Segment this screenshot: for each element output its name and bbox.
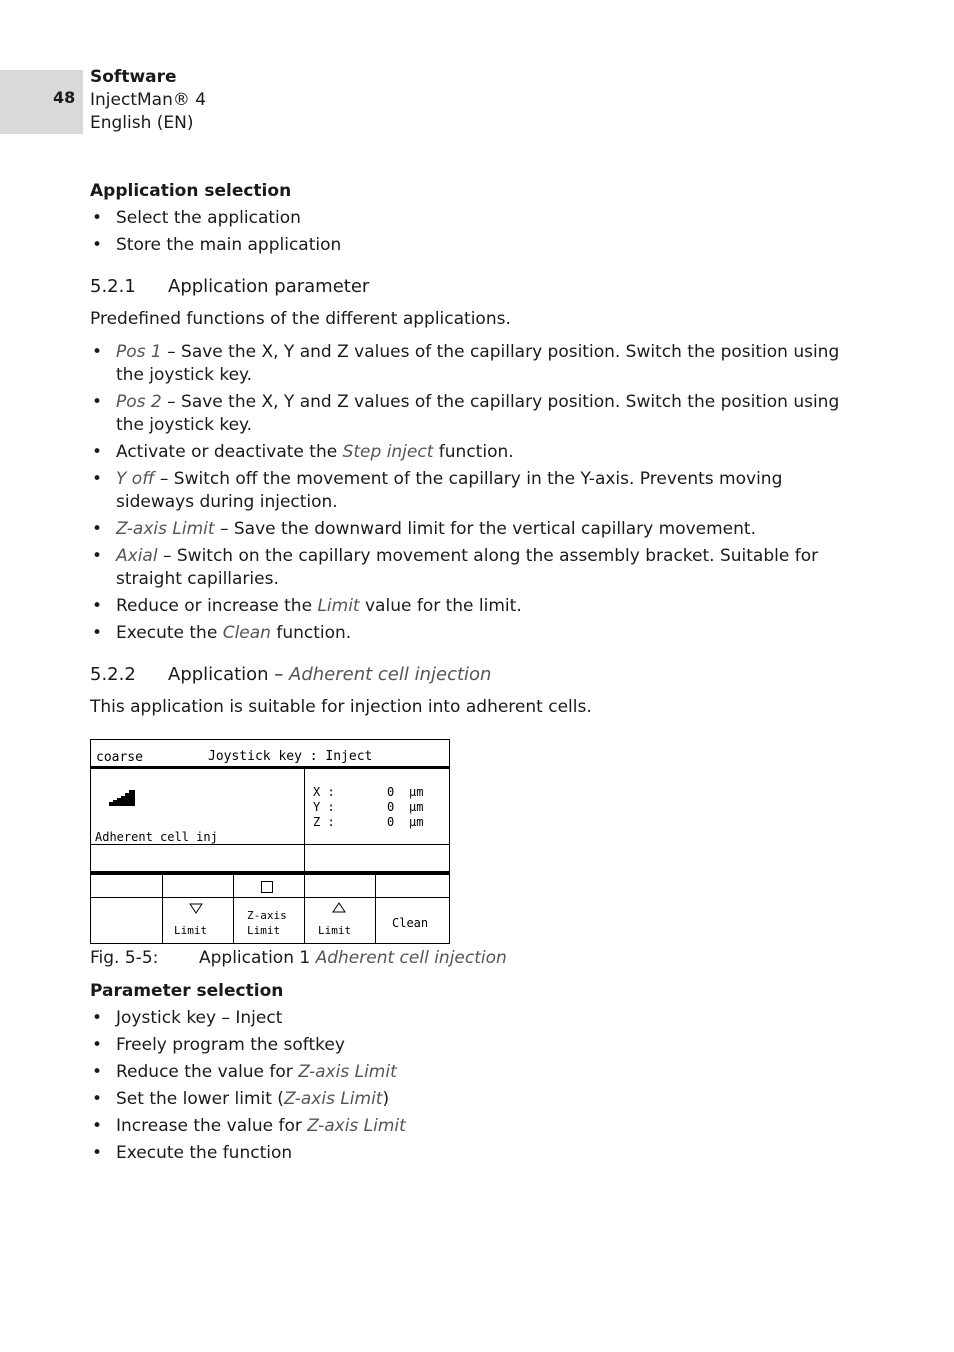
list-item: • Axial – Switch on the capillary movement along the assembly bracket. Suitable for straight capillaries.: [90, 545, 860, 591]
lcd-mode: coarse: [96, 750, 143, 765]
softkey-clean: Clean: [392, 916, 429, 930]
triangle-down-icon: [189, 903, 203, 914]
figure-caption: Fig. 5-5: Application 1 Adherent cell injection: [90, 948, 507, 968]
lcd-screen-figure: [90, 739, 450, 944]
list-item: • Select the application: [90, 207, 860, 230]
app-selection-heading: Application selection: [90, 181, 292, 201]
term: Step inject: [342, 442, 434, 462]
list-item: • Activate or deactivate the Step inject function.: [90, 441, 860, 464]
parameter-list: [90, 341, 860, 645]
triangle-up-icon: [332, 902, 346, 913]
term: Y off: [116, 469, 155, 489]
header-product: InjectMan® 4: [90, 90, 207, 110]
list-item: • Reduce or increase the Limit value for the limit.: [90, 595, 860, 618]
running-header: [90, 66, 206, 135]
softkey-limit-down: Limit: [174, 924, 208, 937]
page-number: 48: [53, 88, 76, 107]
list-item: • Increase the value for Z-axis Limit: [90, 1115, 860, 1138]
list-item: • Z-axis Limit – Save the downward limit for the vertical capillary movement.: [90, 518, 860, 541]
param-selection-list: [90, 1007, 860, 1165]
list-item: • Pos 2 – Save the X, Y and Z values of the capillary position. Switch the position using the joystick key.: [90, 391, 860, 437]
section-heading-5-2-1: [90, 275, 860, 298]
app-selection-list: [90, 207, 860, 257]
list-item: • Set the lower limit (Z-axis Limit): [90, 1088, 860, 1111]
lcd-axis-units: µm µm µm: [409, 785, 424, 829]
signal-strength-icon: [109, 790, 137, 806]
softkey-zaxis-line2: Limit: [247, 924, 281, 937]
term: Limit: [317, 596, 360, 616]
section-intro: Predefined functions of the different applications.: [90, 309, 511, 329]
section-title: Application –: [168, 664, 290, 685]
term: Z-axis Limit: [283, 1089, 383, 1109]
softkey-zaxis-line1: Z-axis: [247, 909, 287, 922]
list-item: • Pos 1 – Save the X, Y and Z values of the capillary position. Switch the position using the joystick key.: [90, 341, 860, 387]
lcd-axis-values: 0 0 0: [387, 785, 395, 829]
list-item: • Reduce the value for Z-axis Limit: [90, 1061, 860, 1084]
section-title-italic: Adherent cell injection: [289, 664, 492, 685]
page-content: [90, 180, 860, 1169]
section-title: Application parameter: [168, 276, 370, 297]
figure-number: Fig. 5-5:: [90, 948, 159, 968]
param-selection-heading: Parameter selection: [90, 981, 284, 1001]
figure-caption-italic: Adherent cell injection: [315, 948, 507, 968]
section-number: 5.2.2: [90, 664, 136, 685]
softkey-limit-up: Limit: [318, 924, 352, 937]
list-item: • Execute the function: [90, 1142, 860, 1165]
term: Z-axis Limit: [298, 1062, 397, 1082]
list-item: • Y off – Switch off the movement of the capillary in the Y-axis. Prevents moving sideways during injection.: [90, 468, 860, 514]
list-item: • Store the main application: [90, 234, 860, 257]
term: Z-axis Limit: [307, 1116, 406, 1136]
lcd-header: Joystick key : Inject: [208, 749, 373, 764]
term: Pos 1: [116, 342, 162, 362]
section-heading-5-2-2: [90, 663, 860, 686]
list-item: • Execute the Clean function.: [90, 622, 860, 645]
lcd-app-name: Adherent cell inj: [95, 830, 218, 844]
section-intro: This application is suitable for injection into adherent cells.: [90, 697, 592, 717]
header-title: Software: [90, 67, 177, 87]
term: Z-axis Limit: [116, 519, 215, 539]
header-language: English (EN): [90, 113, 194, 133]
list-item: • Freely program the softkey: [90, 1034, 860, 1057]
term: Axial: [116, 546, 158, 566]
section-number: 5.2.1: [90, 276, 136, 297]
term: Pos 2: [116, 392, 162, 412]
term: Clean: [222, 623, 271, 643]
list-item: • Joystick key – Inject: [90, 1007, 860, 1030]
checkbox-icon: [261, 881, 273, 893]
lcd-axis-labels: X : Y : Z :: [313, 785, 335, 829]
